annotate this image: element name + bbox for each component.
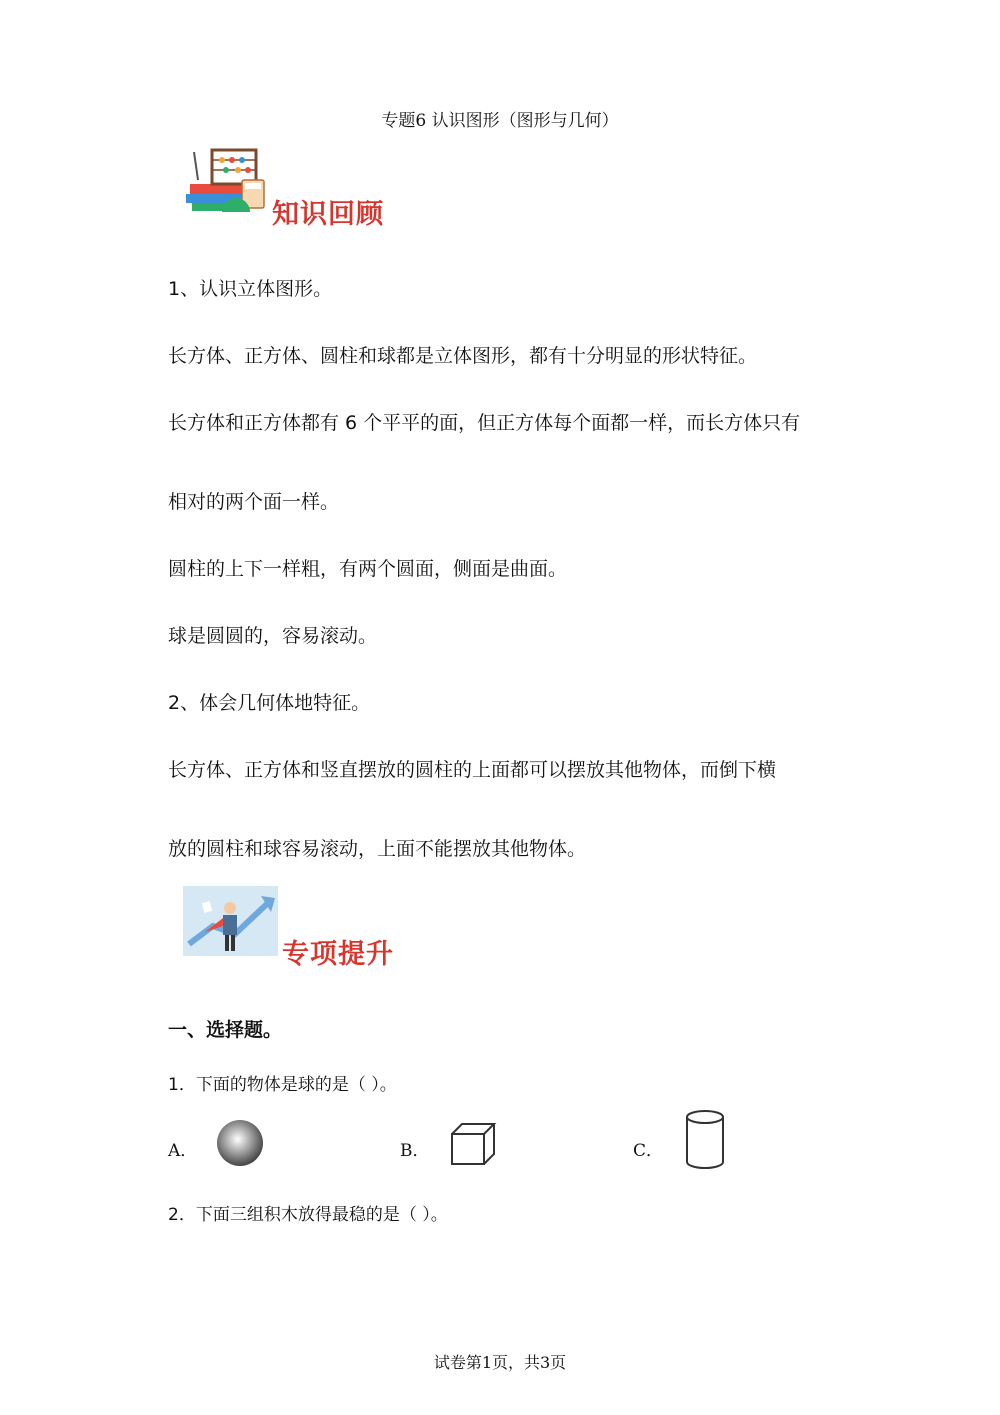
option-c-label: C． <box>633 1141 664 1161</box>
review-paragraph-1: 1、认识立体图形。 <box>168 278 333 300</box>
cylinder-icon <box>683 1108 727 1172</box>
practice-banner-icon <box>183 886 278 956</box>
document-title: 专题6 认识图形（图形与几何） <box>381 111 619 131</box>
question-2-text: 2．下面三组积木放得最稳的是（ ）。 <box>168 1205 448 1225</box>
review-paragraph-5: 圆柱的上下一样粗，有两个圆面，侧面是曲面。 <box>168 558 568 580</box>
review-paragraph-3: 长方体和正方体都有 6 个平平的面，但正方体每个面都一样，而长方体只有 <box>168 412 801 434</box>
review-paragraph-9: 放的圆柱和球容易滚动，上面不能摆放其他物体。 <box>168 838 587 860</box>
part-one-title: 一、选择题。 <box>168 1019 283 1041</box>
question-1-text: 1．下面的物体是球的是（ ）。 <box>168 1075 397 1095</box>
option-b-label: B． <box>400 1141 430 1161</box>
page-footer: 试卷第1页，共3页 <box>433 1353 567 1372</box>
review-paragraph-7: 2、体会几何体地特征。 <box>168 692 371 714</box>
review-paragraph-6: 球是圆圆的，容易滚动。 <box>168 625 378 647</box>
review-heading: 知识回顾 <box>272 199 384 230</box>
option-a-label: A． <box>168 1141 198 1161</box>
review-paragraph-4: 相对的两个面一样。 <box>168 491 340 513</box>
review-paragraph-8: 长方体、正方体和竖直摆放的圆柱的上面都可以摆放其他物体，而倒下横 <box>168 759 777 781</box>
review-paragraph-2: 长方体、正方体、圆柱和球都是立体图形，都有十分明显的形状特征。 <box>168 345 758 367</box>
practice-heading: 专项提升 <box>282 939 394 970</box>
sphere-icon <box>215 1118 265 1168</box>
review-banner-icon <box>182 140 270 218</box>
cube-icon <box>448 1120 498 1168</box>
